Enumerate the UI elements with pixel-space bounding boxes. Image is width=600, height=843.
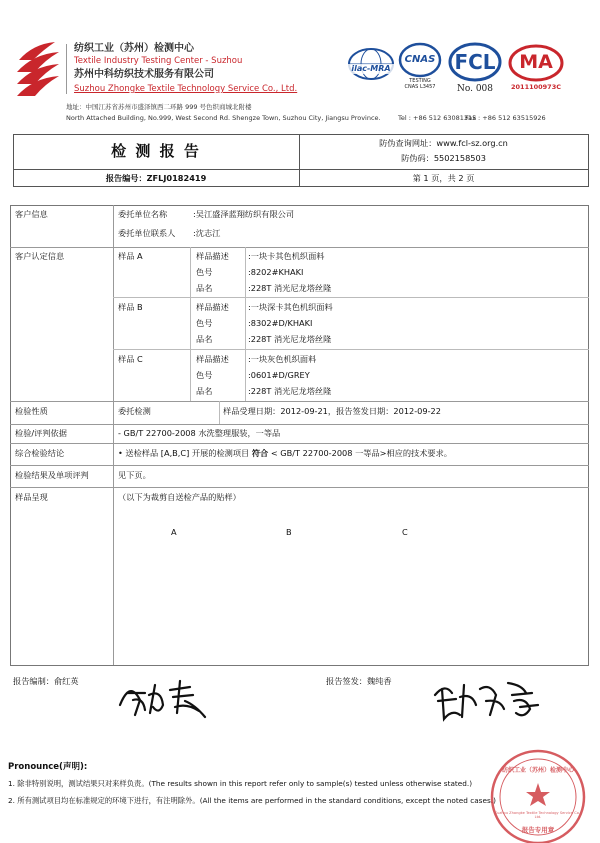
cma-text: MA <box>519 51 553 73</box>
sample-product-label: 品名 <box>196 386 213 396</box>
sample-product: :228T 消光尼龙塔丝隆 <box>248 334 332 344</box>
sample-product: :228T 消光尼龙塔丝隆 <box>248 386 332 396</box>
org-name-en: Textile Industry Testing Center - Suzhou <box>74 56 243 66</box>
pronounce-line-1: 1. 除非特别说明，测试结果只对来样负责。(The results shown in this report refer only to sample(s) tested unless otherwise stated.) <box>8 779 473 788</box>
report-title: 检 测 报 告 <box>111 142 201 160</box>
results-label: 检验结果及单项评判 <box>15 470 89 480</box>
sample-desc: :一块灰色机织面料 <box>248 354 317 364</box>
fcl-number: No. 008 <box>456 84 494 94</box>
conclusion-verdict: 符合 <box>251 448 269 458</box>
basis-value: - GB/T 22700-2008 水洗整理服装，一等品 <box>118 428 281 438</box>
cma-number: 2011100973C <box>511 83 561 91</box>
pronounce-line-2: 2. 所有测试项目均在标准规定的环境下进行，有注明除外。(All the items are performed in the standard conditions, except the noted cases.) <box>8 796 496 805</box>
cnas-logo <box>398 42 442 94</box>
ilac-mra-logo <box>345 46 397 90</box>
company-name-cn: 苏州中科纺织技术服务有限公司 <box>74 69 214 80</box>
appearance-label: 样品呈现 <box>15 492 48 502</box>
sample-name: 样品 B <box>118 302 143 312</box>
nature-dates: 样品受理日期：2012-09-21，报告签发日期：2012-09-22 <box>223 406 441 416</box>
compiler-label <box>13 677 79 687</box>
swatch-label-b: B <box>286 527 292 537</box>
company-name-en: Suzhou Zhongke Textile Technology Service Co., Ltd. <box>74 84 298 94</box>
nature-value: 委托检测 <box>118 406 151 416</box>
compiler-name: 俞红英 <box>53 676 79 686</box>
results-value: 见下页。 <box>118 470 151 480</box>
sample-color-label: 色号 <box>196 318 213 328</box>
company-logo <box>13 38 63 98</box>
signer-name: 魏纯香 <box>366 676 392 686</box>
sample-name: 样品 C <box>118 354 143 364</box>
client-label: 客户信息 <box>15 209 48 219</box>
sample-desc: :一块卡其色机织面料 <box>248 251 325 261</box>
client-contact-label: 委托单位联系人 <box>118 228 176 238</box>
sample-desc-label: 样品描述 <box>196 302 229 312</box>
sample-color: :8302#D/KHAKI <box>248 318 313 328</box>
compiler-label-text: 报告编制： <box>13 676 54 686</box>
tel: Tel : +86 512 63081315 <box>398 114 477 122</box>
org-name-cn: 纺织工业（苏州）检测中心 <box>74 43 194 54</box>
sample-desc-label: 样品描述 <box>196 251 229 261</box>
official-stamp <box>486 745 590 843</box>
confirm-label: 客户认定信息 <box>15 251 65 261</box>
signer-label-text: 报告签发： <box>326 676 367 686</box>
conclusion-suffix: < GB/T 22700-2008 一等品>相应的技术要求。 <box>270 448 452 458</box>
client-contact-value: :沈志江 <box>193 228 221 238</box>
swatch-label-a: A <box>171 527 177 537</box>
stamp-en-text: Suzhou Zhongke Textile Technology Service Co., Ltd. <box>494 811 582 820</box>
compiler-signature <box>115 675 225 720</box>
ilac-text: ilac-MRA <box>345 64 397 74</box>
cma-logo <box>508 44 564 98</box>
query-site: 防伪查询网址：www.fcl-sz.org.cn <box>379 138 508 148</box>
pronounce-title: Pronounce(声明): <box>8 762 88 772</box>
sample-desc: :一块深卡其色机织面料 <box>248 302 333 312</box>
sample-color: :0601#D/GREY <box>248 370 310 380</box>
nature-label: 检验性质 <box>15 406 48 416</box>
client-name-value: :吴江盛泽蓝翔纺织有限公司 <box>193 209 295 219</box>
appearance-note: （以下为裁剪自送检产品的贴样） <box>118 492 241 502</box>
fcl-logo <box>448 42 502 96</box>
sample-desc-label: 样品描述 <box>196 354 229 364</box>
signer-label <box>326 677 392 687</box>
sample-product-label: 品名 <box>196 334 213 344</box>
conclusion-value <box>118 449 452 459</box>
page-number: 第 1 页，共 2 页 <box>412 173 475 183</box>
cnas-code: CNAS L3457 <box>404 84 436 90</box>
cnas-text: CNAS <box>404 54 436 65</box>
sample-product: :228T 消光尼龙塔丝隆 <box>248 283 332 293</box>
client-name-label: 委托单位名称 <box>118 209 168 219</box>
basis-label: 检验/评判依据 <box>15 428 67 438</box>
fcl-text: FCL <box>454 50 496 74</box>
swatch-label-c: C <box>402 527 408 537</box>
report-number: 报告编号：ZFLJ0182419 <box>105 173 207 183</box>
sample-product-label: 品名 <box>196 283 213 293</box>
anti-fake-code: 防伪码：5502158503 <box>401 153 486 163</box>
sample-color-label: 色号 <box>196 267 213 277</box>
address-cn: 地址：中国江苏省苏州市盛泽镇西二环路 999 号色织商城北附楼 <box>66 103 252 111</box>
stamp-outer-text: 纺织工业（苏州）检测中心 <box>501 767 574 774</box>
conclusion-prefix: • 送检样品 [A,B,C] 开展的检测项目 <box>118 448 250 458</box>
conclusion-label: 综合检验结论 <box>15 448 65 458</box>
sample-color: :8202#KHAKI <box>248 267 304 277</box>
sample-name: 样品 A <box>118 251 143 261</box>
cnas-testing: TESTING <box>409 78 431 84</box>
sample-color-label: 色号 <box>196 370 213 380</box>
stamp-center-text: 报告专用章 <box>521 826 555 834</box>
fax: Fax : +86 512 63515926 <box>465 114 546 122</box>
address-en: North Attached Building, No.999, West Second Rd. Shengze Town, Suzhou City, Jiangsu Province. <box>66 114 381 122</box>
signer-signature <box>430 675 550 725</box>
